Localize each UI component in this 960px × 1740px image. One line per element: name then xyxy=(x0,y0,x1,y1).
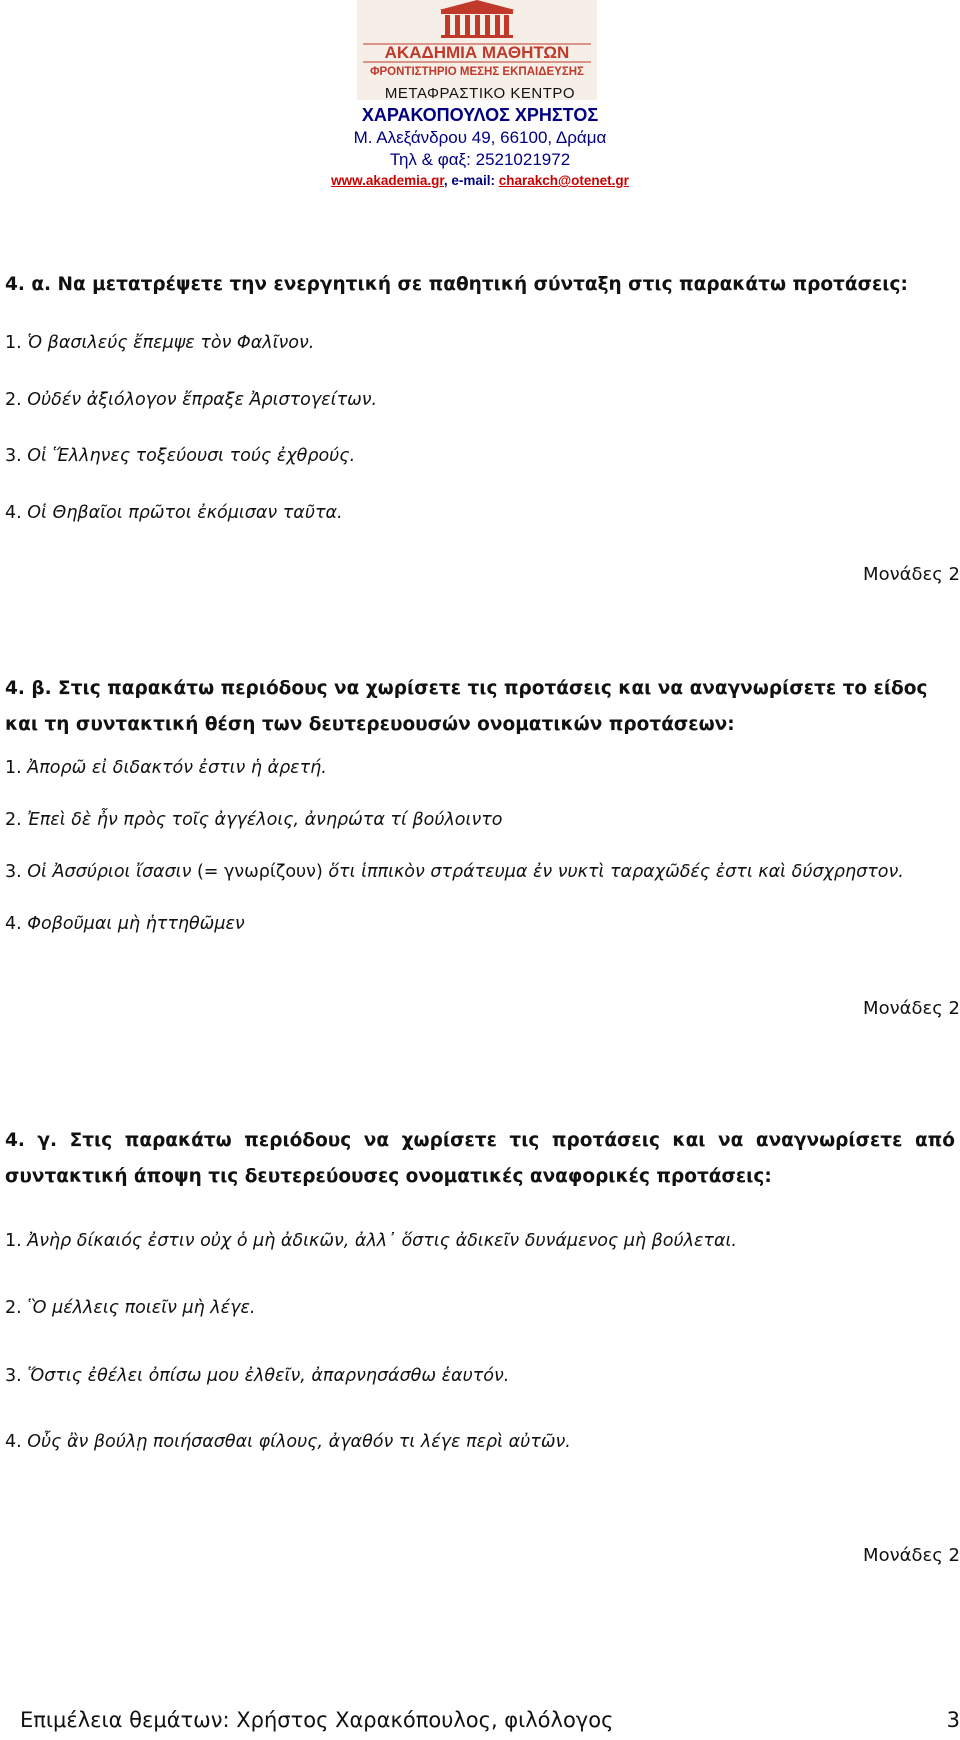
header-contact-line xyxy=(0,173,960,188)
section-b-units: Μονάδες 2 xyxy=(863,998,960,1019)
temple-logo-graphic xyxy=(357,0,597,80)
temple-roof xyxy=(439,0,515,10)
header-center-label: ΜΕΤΑΦΡΑΣΤΙΚΟ ΚΕΝΤΡΟ xyxy=(384,85,576,102)
temple-architrave xyxy=(441,10,513,14)
section-c-item-4: 4. Οὗς ἂν βούλῃ ποιήσασθαι φίλους, ἀγαθόν τι λέγε περὶ αὐτῶν. xyxy=(5,1432,571,1452)
section-a-heading: 4. α. Να μετατρέψετε την ενεργητική σε παθητική σύνταξη στις παρακάτω προτάσεις: xyxy=(5,274,908,295)
email-link[interactable]: charakch@otenet.gr xyxy=(498,173,629,188)
section-a-item-1: 1. Ὁ βασιλεύς ἔπεμψε τὸν Φαλῖνον. xyxy=(5,333,315,353)
header-address: Μ. Αλεξάνδρου 49, 66100, Δράμα xyxy=(353,128,607,147)
section-a-item-4: 4. Οἱ Θηβαῖοι πρῶτοι ἐκόμισαν ταῦτα. xyxy=(5,503,343,523)
logo-subtitle: ΦΡΟΝΤΙΣΤΗΡΙΟ ΜΕΣΗΣ ΕΚΠΑΙΔΕΥΣΗΣ xyxy=(370,66,584,78)
section-b-heading: 4. β. Στις παρακάτω περιόδους να χωρίσετε τις προτάσεις και να αναγνωρίσετε το είδος και τη συντακτική θέση των δευτερευουσών ονοματικών προτάσεων: xyxy=(5,678,928,735)
section-c-heading: 4. γ. Στις παρακάτω περιόδους να χωρίσετε τις προτάσεις και να αναγνωρίσετε από συντακτική άποψη τις δευτερεύουσες ονοματικές αναφορικές προτάσεις: xyxy=(5,1130,955,1187)
section-b-item-3: 3. Οἱ Ἀσσύριοι ἴσασιν (= γνωρίζουν) ὅτι ἱππικὸν στράτευμα ἐν νυκτὶ ταραχῶδές ἐστι καὶ δύσχρηστον. xyxy=(5,862,904,882)
section-a-units: Μονάδες 2 xyxy=(863,564,960,585)
section-a-item-2: 2. Οὐδέν ἀξιόλογον ἔπραξε Ἀριστογείτων. xyxy=(5,390,378,410)
website-link[interactable]: www.akademia.gr xyxy=(331,173,444,188)
section-b-item-4: 4. Φοβοῦμαι μὴ ἡττηθῶμεν xyxy=(5,914,245,934)
page-number: 3 xyxy=(946,1708,960,1732)
section-c-units: Μονάδες 2 xyxy=(863,1545,960,1566)
email-label: , e-mail: xyxy=(443,173,499,188)
footer-credit: Επιμέλεια θεμάτων: Χρήστος Χαρακόπουλος, φιλόλογος xyxy=(20,1708,614,1732)
logo-title: ΑΚΑΔΗΜΙΑ ΜΑΘΗΤΩΝ xyxy=(384,43,570,62)
section-c-item-1: 1. Ἀνὴρ δίκαιός ἐστιν οὐχ ὁ μὴ ἀδικῶν, ἀλλ᾽ ὅστις ἀδικεῖν δυνάμενος μὴ βούλεται. xyxy=(5,1231,737,1251)
section-c-item-2: 2. Ὃ μέλλεις ποιεῖν μὴ λέγε. xyxy=(5,1298,256,1318)
section-c-item-3: 3. Ὅστις ἐθέλει ὀπίσω μου ἐλθεῖν, ἀπαρνησάσθω ἑαυτόν. xyxy=(5,1366,510,1386)
section-b-item-1: 1. Ἀπορῶ εἰ διδακτόν ἐστιν ἡ ἀρετή. xyxy=(5,758,327,778)
header-name: ΧΑΡΑΚΟΠΟΥΛΟΣ ΧΡΗΣΤΟΣ xyxy=(361,105,599,125)
temple-columns xyxy=(445,15,509,35)
section-b-item-2: 2. Ἐπεὶ δὲ ἦν πρὸς τοῖς ἀγγέλοις, ἀνηρώτα τί βούλοιντο xyxy=(5,810,503,830)
header-phone: Τηλ & φαξ: 2521021972 xyxy=(389,150,571,169)
section-a-item-3: 3. Οἱ Ἕλληνες τοξεύουσι τούς ἐχθρούς. xyxy=(5,446,356,466)
